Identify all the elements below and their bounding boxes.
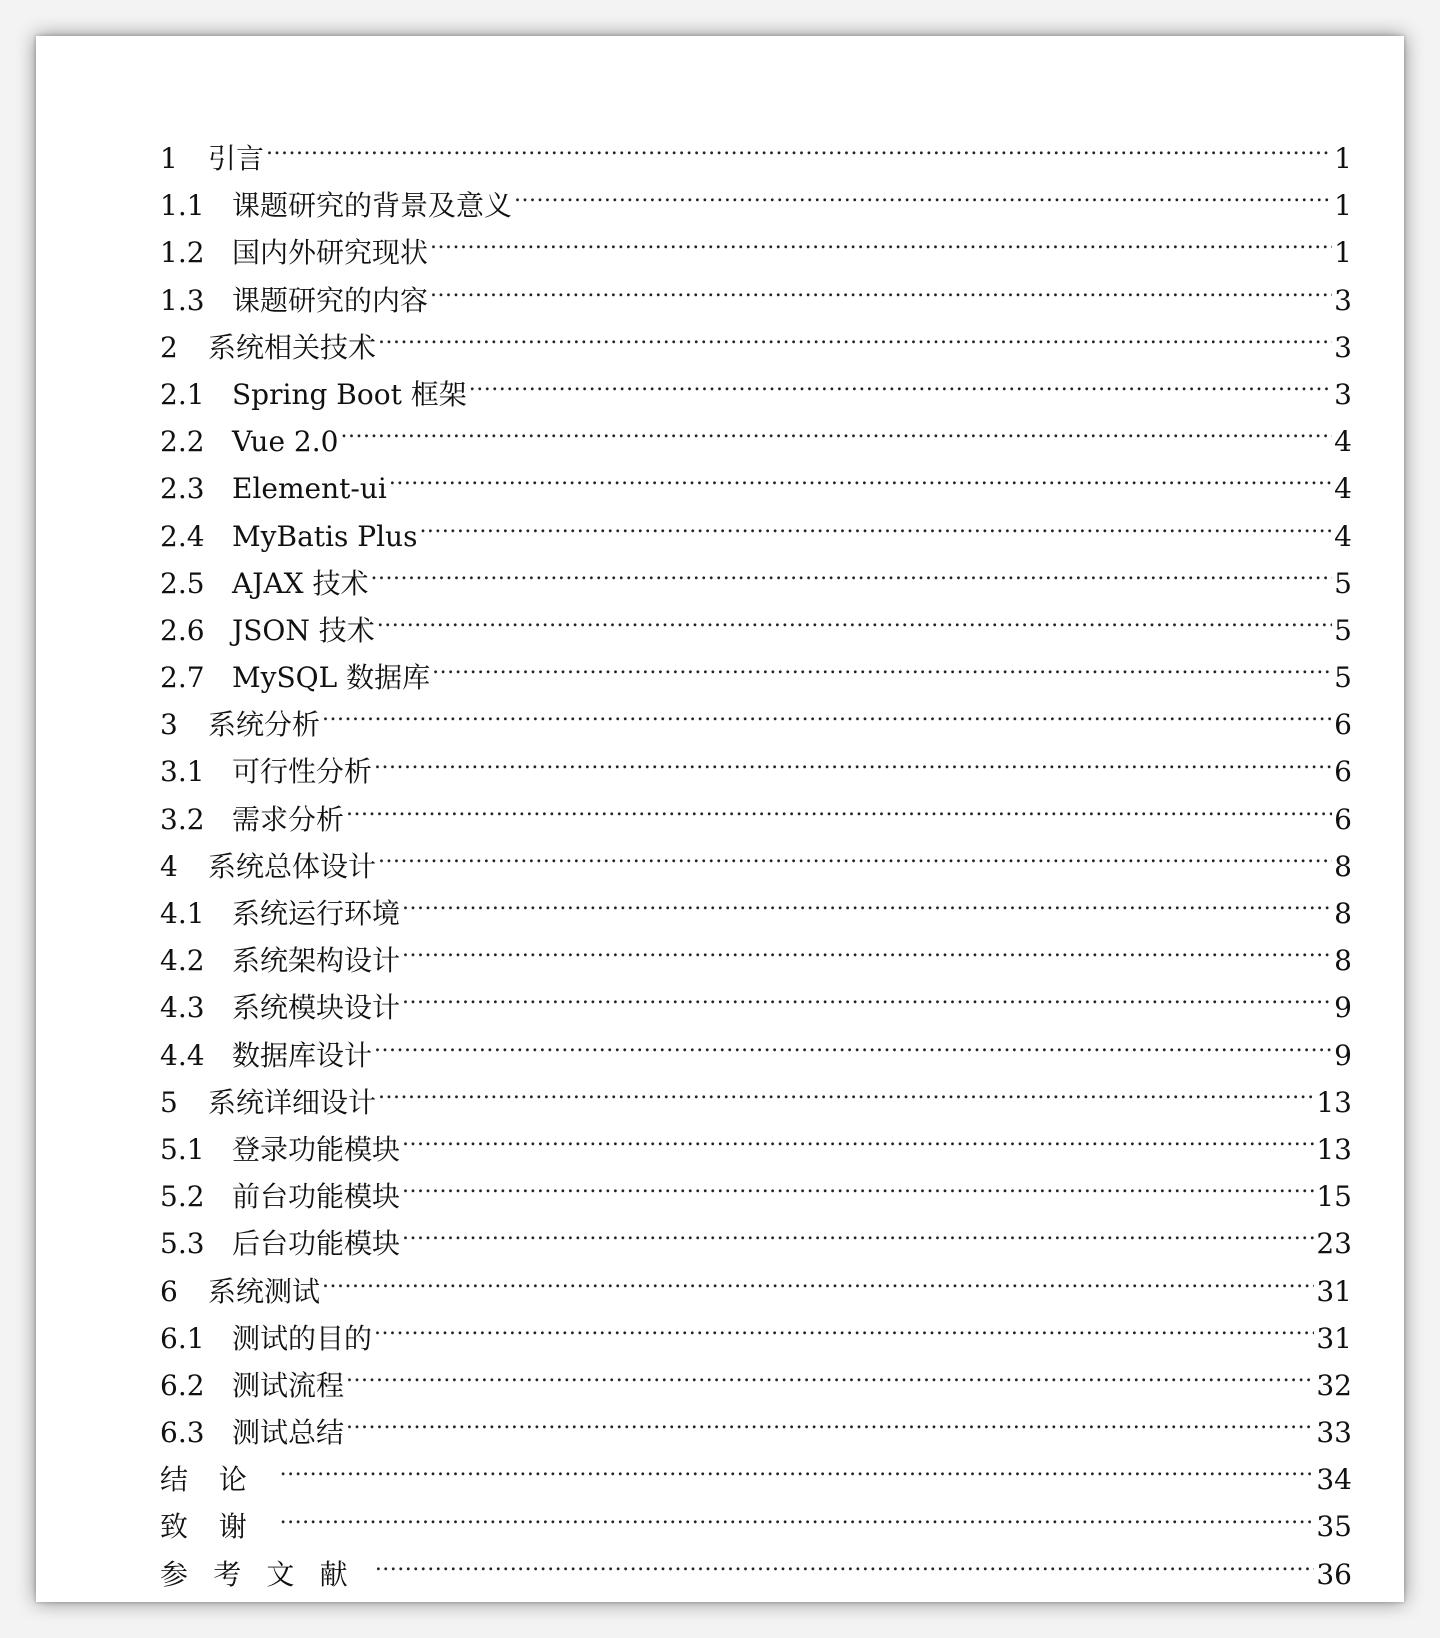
toc-entry-number: 2 <box>160 330 178 364</box>
toc-entry[interactable] <box>160 796 1352 843</box>
toc-entry[interactable] <box>160 513 1352 560</box>
dot-leader <box>322 1273 1314 1301</box>
toc-entry-title: 系统详细设计 <box>208 1085 377 1119</box>
toc-entry[interactable] <box>160 701 1352 748</box>
toc-entry-number: 4.4 <box>160 1038 205 1072</box>
toc-entry-page-number: 3 <box>1334 283 1352 317</box>
toc-entry-page-number: 31 <box>1316 1321 1352 1355</box>
toc-entry-title: 数据库设计 <box>232 1038 373 1072</box>
toc-entry-number: 2.2 <box>160 425 205 459</box>
dot-leader <box>419 518 1332 546</box>
toc-entry-page-number: 32 <box>1316 1368 1352 1402</box>
toc-entry-page-number: 9 <box>1334 1038 1352 1072</box>
toc-entry-page-number: 5 <box>1334 566 1352 600</box>
toc-entry-title: 登录功能模块 <box>232 1132 401 1166</box>
toc-entry[interactable] <box>160 843 1352 890</box>
dot-leader <box>374 1320 1314 1348</box>
toc-entry-page-number: 5 <box>1334 661 1352 695</box>
toc-entry-number: 2.7 <box>160 661 205 695</box>
toc-entry[interactable] <box>160 1032 1352 1079</box>
toc-entry[interactable] <box>160 277 1352 324</box>
toc-entry-number: 2.1 <box>160 377 205 411</box>
toc-entry-number: 5.3 <box>160 1227 205 1261</box>
toc-entry-title: 课题研究的内容 <box>232 283 429 317</box>
toc-entry-page-number: 1 <box>1334 189 1352 223</box>
toc-entry-title: 致谢 <box>160 1510 278 1544</box>
toc-entry-page-number: 34 <box>1316 1463 1352 1497</box>
toc-entry[interactable] <box>160 1315 1352 1362</box>
dot-leader <box>266 140 1332 168</box>
toc-entry-title: 可行性分析 <box>232 755 373 789</box>
toc-entry[interactable] <box>160 890 1352 937</box>
toc-entry-number: 6.2 <box>160 1368 205 1402</box>
toc-entry-title: 系统测试 <box>208 1274 321 1308</box>
toc-entry-title: 系统架构设计 <box>232 944 401 978</box>
toc-entry-page-number: 6 <box>1334 708 1352 742</box>
toc-entry[interactable] <box>160 560 1352 607</box>
toc-entry-page-number: 1 <box>1334 142 1352 175</box>
toc-entry-number: 3 <box>160 708 178 742</box>
toc-entry-number: 4.2 <box>160 944 205 978</box>
toc-entry-title: 后台功能模块 <box>232 1227 401 1261</box>
dot-leader <box>430 234 1332 262</box>
toc-entry-page-number: 6 <box>1334 755 1352 789</box>
toc-entry-number: 1 <box>160 142 178 175</box>
dot-leader <box>374 753 1332 781</box>
dot-leader <box>432 659 1332 687</box>
toc-entry-number: 4.1 <box>160 897 205 930</box>
toc-entry-title: 系统相关技术 <box>208 330 377 364</box>
dot-leader <box>378 329 1332 357</box>
toc-entry-number: 3.1 <box>160 755 205 789</box>
toc-entry-title: 系统总体设计 <box>208 849 377 883</box>
toc-entry-title: 国内外研究现状 <box>232 236 429 270</box>
toc-entry-title: JSON 技术 <box>232 613 375 647</box>
toc-entry[interactable] <box>160 654 1352 701</box>
dot-leader <box>378 1084 1314 1112</box>
toc-entry-page-number: 13 <box>1316 1132 1352 1166</box>
toc-entry[interactable] <box>160 1409 1352 1456</box>
toc-entry-title: 参考文献 <box>160 1557 373 1591</box>
toc-entry-number: 2.6 <box>160 613 205 647</box>
toc-entry-page-number: 23 <box>1316 1227 1352 1261</box>
toc-entry[interactable] <box>160 418 1352 465</box>
toc-entry-title: 结论 <box>160 1463 278 1497</box>
toc-entry-title: 引言 <box>208 142 265 175</box>
toc-entry-number: 1.3 <box>160 283 205 317</box>
toc-entry-number: 4 <box>160 849 178 883</box>
toc-entry-page-number: 8 <box>1334 849 1352 883</box>
toc-entry-title: 测试流程 <box>232 1368 345 1402</box>
toc-entry-number: 2.3 <box>160 472 205 506</box>
toc-entry[interactable] <box>160 1220 1352 1267</box>
toc-entry-page-number: 3 <box>1334 330 1352 364</box>
dot-leader <box>402 1225 1314 1253</box>
toc-entry-page-number: 5 <box>1334 613 1352 647</box>
toc-entry[interactable] <box>160 1126 1352 1173</box>
toc-entry-number: 2.5 <box>160 566 205 600</box>
toc-entry-title: 课题研究的背景及意义 <box>232 189 513 223</box>
toc-entry-number: 5.1 <box>160 1132 205 1166</box>
dot-leader <box>514 187 1332 215</box>
toc-entry[interactable] <box>160 182 1352 229</box>
toc-entry-page-number: 36 <box>1316 1557 1352 1591</box>
dot-leader <box>402 1131 1314 1159</box>
toc-entry[interactable] <box>160 937 1352 984</box>
dot-leader <box>389 470 1332 498</box>
toc-entry-page-number: 31 <box>1316 1274 1352 1308</box>
toc-entry-number: 1.1 <box>160 189 205 223</box>
toc-entry-title: 系统运行环境 <box>232 897 401 930</box>
toc-entry-title: 测试总结 <box>232 1416 345 1450</box>
dot-leader <box>469 376 1332 404</box>
toc-entry-page-number: 35 <box>1316 1510 1352 1544</box>
toc-entry[interactable] <box>160 1173 1352 1220</box>
dot-leader <box>346 1367 1314 1395</box>
toc-entry[interactable] <box>160 1079 1352 1126</box>
toc-entry-number: 5.2 <box>160 1180 205 1214</box>
toc-entry-number: 6.3 <box>160 1416 205 1450</box>
toc-entry[interactable] <box>160 465 1352 512</box>
toc-entry-page-number: 8 <box>1334 944 1352 978</box>
dot-leader <box>375 1556 1315 1584</box>
toc-entry-page-number: 8 <box>1334 897 1352 930</box>
document-page <box>36 36 1404 1602</box>
dot-leader <box>402 989 1332 1017</box>
toc-entry-title: Element-ui <box>232 472 387 506</box>
toc-entry[interactable] <box>160 1268 1352 1315</box>
toc-entry-page-number: 15 <box>1316 1180 1352 1214</box>
toc-entry-title: MySQL 数据库 <box>232 661 431 695</box>
dot-leader <box>402 942 1332 970</box>
toc-entry[interactable] <box>160 1503 1352 1550</box>
table-of-contents <box>160 135 1352 1598</box>
toc-entry-title: 测试的目的 <box>232 1321 373 1355</box>
toc-entry-page-number: 33 <box>1316 1416 1352 1450</box>
dot-leader <box>371 565 1333 593</box>
toc-entry-page-number: 6 <box>1334 802 1352 836</box>
dot-leader <box>377 612 1332 640</box>
dot-leader <box>340 423 1332 451</box>
dot-leader <box>402 1178 1314 1206</box>
dot-leader <box>374 1037 1332 1065</box>
toc-entry[interactable] <box>160 229 1352 276</box>
toc-entry[interactable] <box>160 371 1352 418</box>
dot-leader <box>346 801 1332 829</box>
toc-entry-title: AJAX 技术 <box>232 566 369 600</box>
toc-entry-number: 4.3 <box>160 991 205 1025</box>
toc-entry-page-number: 9 <box>1334 991 1352 1025</box>
dot-leader <box>346 1414 1314 1442</box>
dot-leader <box>280 1461 1315 1489</box>
toc-entry-number: 6 <box>160 1274 178 1308</box>
toc-entry-page-number: 4 <box>1334 472 1352 506</box>
toc-entry[interactable] <box>160 1456 1352 1503</box>
toc-entry[interactable] <box>160 1362 1352 1409</box>
toc-entry[interactable] <box>160 135 1352 182</box>
toc-entry[interactable] <box>160 607 1352 654</box>
toc-entry-title: MyBatis Plus <box>232 519 418 553</box>
dot-leader <box>430 282 1332 310</box>
toc-entry[interactable] <box>160 324 1352 371</box>
toc-entry-title: 系统模块设计 <box>232 991 401 1025</box>
toc-entry-title: 系统分析 <box>208 708 321 742</box>
toc-entry-number: 3.2 <box>160 802 205 836</box>
dot-leader <box>402 895 1332 923</box>
toc-entry-page-number: 3 <box>1334 377 1352 411</box>
toc-entry-title: Spring Boot 框架 <box>232 377 467 411</box>
toc-entry-number: 6.1 <box>160 1321 205 1355</box>
toc-entry-number: 5 <box>160 1085 178 1119</box>
dot-leader <box>378 848 1332 876</box>
toc-entry[interactable] <box>160 984 1352 1031</box>
toc-entry-page-number: 1 <box>1334 236 1352 270</box>
toc-entry-number: 2.4 <box>160 519 205 553</box>
toc-entry-page-number: 13 <box>1316 1085 1352 1119</box>
toc-entry[interactable] <box>160 1551 1352 1598</box>
toc-entry-title: Vue 2.0 <box>232 425 339 459</box>
toc-entry-page-number: 4 <box>1334 519 1352 553</box>
toc-entry-title: 需求分析 <box>232 802 345 836</box>
toc-entry[interactable] <box>160 748 1352 795</box>
toc-entry-title: 前台功能模块 <box>232 1180 401 1214</box>
dot-leader <box>322 706 1332 734</box>
dot-leader <box>280 1508 1315 1536</box>
toc-entry-number: 1.2 <box>160 236 205 270</box>
toc-entry-page-number: 4 <box>1334 425 1352 459</box>
